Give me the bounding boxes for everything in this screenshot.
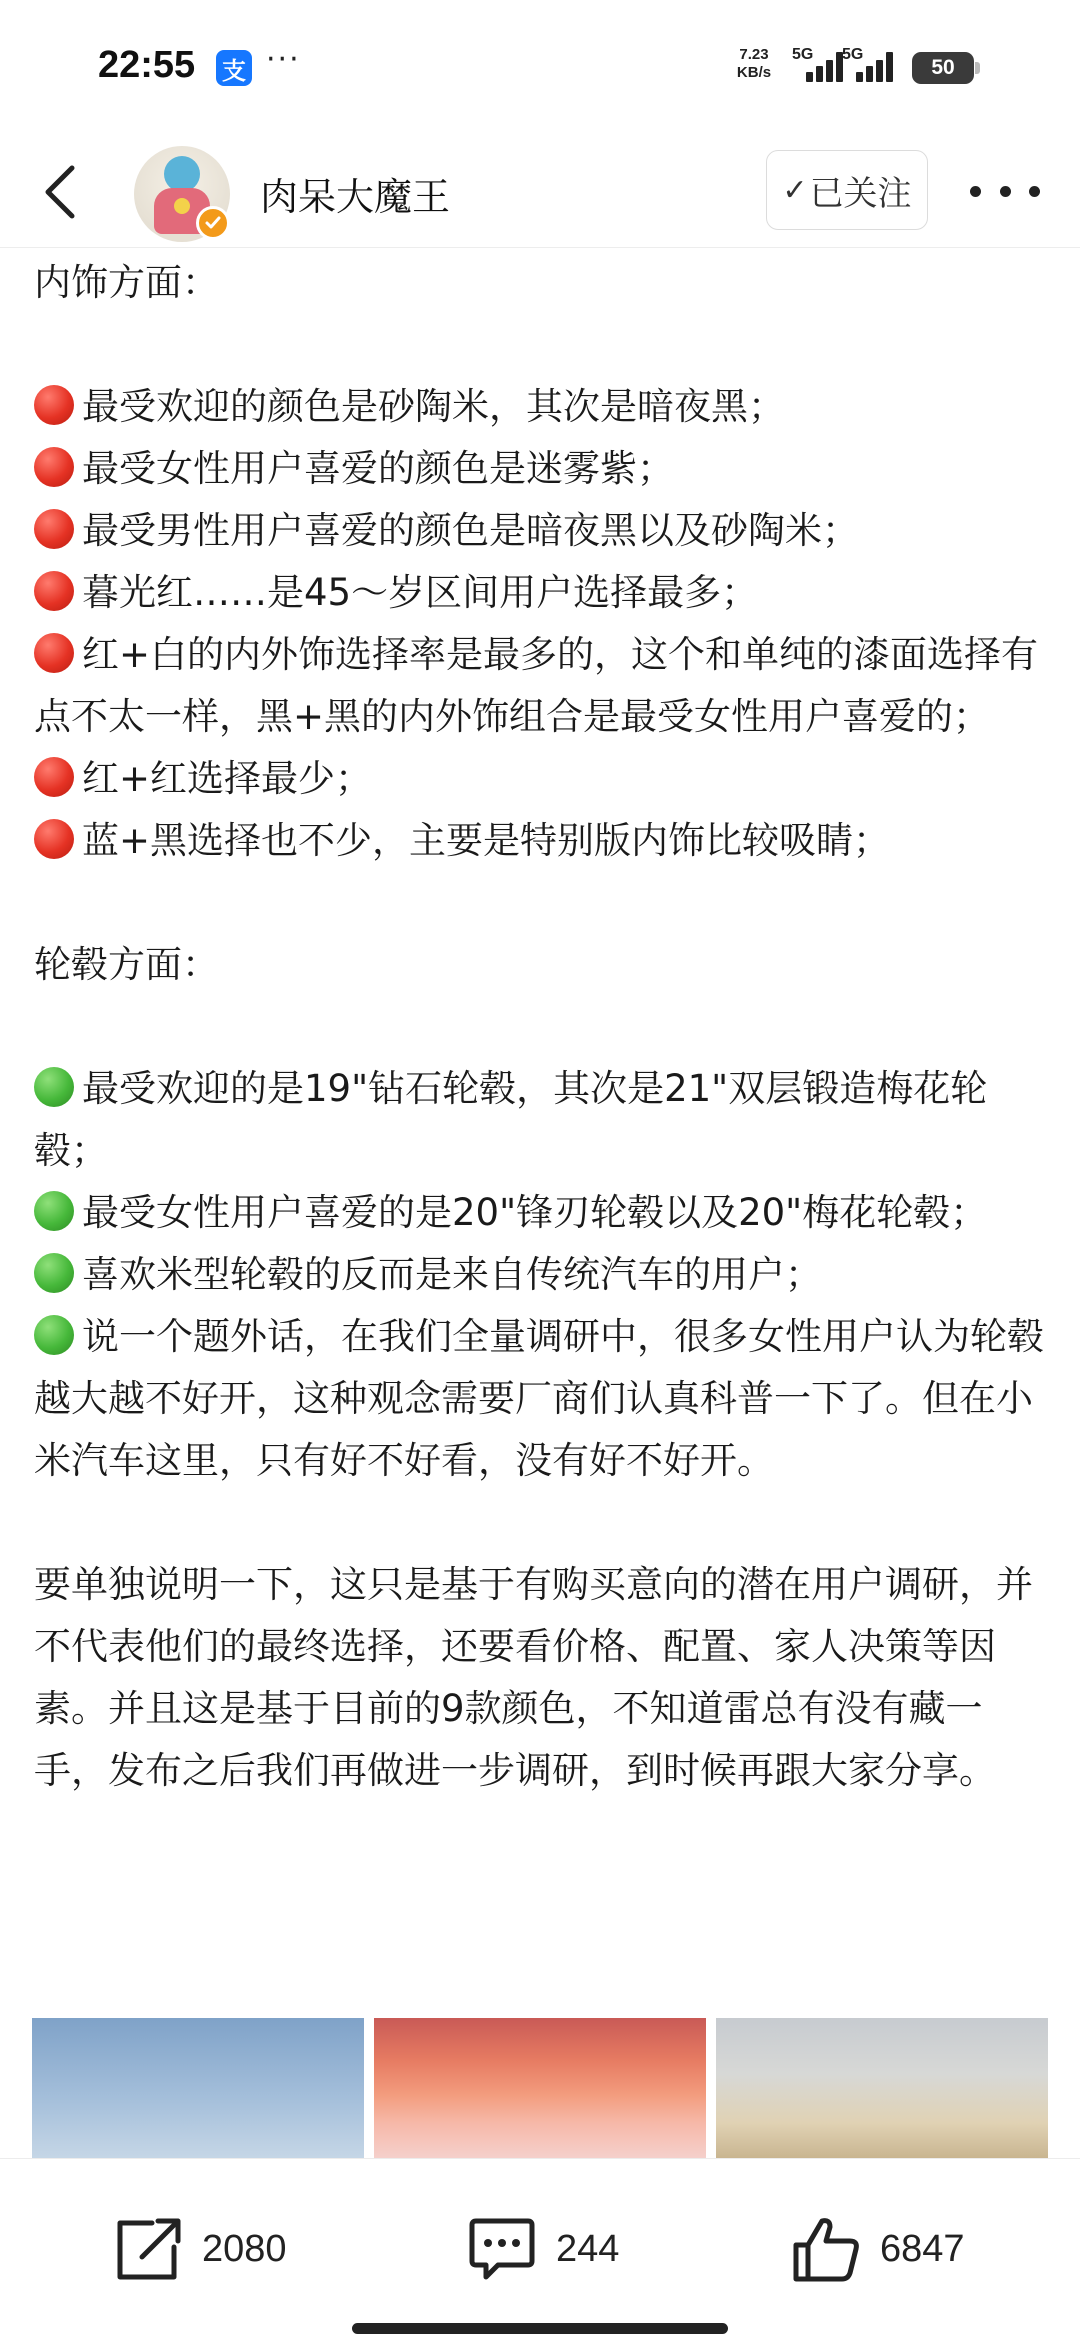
red-circle-icon [34,819,74,859]
post-image[interactable] [374,2018,706,2158]
list-item: 最受欢迎的是19"钻石轮毂，其次是21"双层锻造梅花轮毂； [34,1067,988,1172]
signal-2-label: 5G [842,46,864,63]
list-item: 喜欢米型轮毂的反而是来自传统汽车的用户； [34,1244,1050,1306]
red-circle-icon [34,571,74,611]
follow-button[interactable] [766,150,928,230]
wheel-heading: 轮毂方面： [34,943,219,986]
comment-count: 244 [556,2227,620,2270]
red-circle-icon [34,385,74,425]
red-circle-icon [34,447,74,487]
share-icon [112,2213,184,2285]
comment-icon [466,2213,538,2285]
share-button[interactable] [112,2209,287,2289]
signal-2-icon [842,46,908,86]
check-icon: ✓ [782,172,808,208]
net-speed-value: 7.23 [739,46,769,63]
username[interactable]: 肉呆大魔王 [260,175,451,219]
list-item: 最受男性用户喜爱的颜色是暗夜黑以及砂陶米； [34,500,1050,562]
red-circle-icon [34,757,74,797]
follow-label: 已关注 [809,173,912,214]
like-count: 6847 [880,2227,965,2270]
post-content [34,252,1050,1802]
alipay-icon: 支 [216,50,252,86]
red-circle-icon [34,633,74,673]
more-options-button[interactable] [970,166,1040,216]
status-time: 22:55 [98,44,196,86]
interior-heading: 内饰方面： [34,261,219,304]
thumbs-up-icon [790,2213,862,2285]
net-speed [730,46,778,82]
share-count: 2080 [202,2227,287,2270]
post-images [32,2018,1048,2158]
red-circle-icon [34,509,74,549]
home-indicator[interactable] [352,2323,728,2334]
battery-level: 50 [931,56,955,79]
action-bar [0,2158,1080,2347]
list-item: 暮光红……是45～岁区间用户选择最多； [34,562,1050,624]
closing-paragraph: 要单独说明一下，这只是基于有购买意向的潜在用户调研，并不代表他们的最终选择，还要看价格、配置、家人决策等因素。并且这是基于目前的9款颜色，不知道雷总有没有藏一手，发布之后我们再做进一步调研，到时候再跟大家分享。 [34,1563,1033,1792]
list-item: 最受欢迎的颜色是砂陶米，其次是暗夜黑； [34,376,1050,438]
list-item: 红+白的内外饰选择率是最多的，这个和单纯的漆面选择有点不太一样，黑+黑的内外饰组合是最受女性用户喜爱的； [34,633,1039,738]
status-bar [0,0,1080,140]
chevron-left-icon [40,164,80,220]
post-image[interactable] [716,2018,1048,2158]
green-circle-icon [34,1191,74,1231]
status-more-icon: ··· [266,42,301,77]
verified-badge-icon [196,206,230,240]
signal-1-label: 5G [792,46,814,63]
comment-button[interactable] [466,2209,619,2289]
post-image[interactable] [32,2018,364,2158]
profile-header [0,140,1080,248]
list-item: 最受女性用户喜爱的颜色是迷雾紫； [34,438,1050,500]
list-item: 说一个题外话，在我们全量调研中，很多女性用户认为轮毂越大越不好开，这种观念需要厂商们认真科普一下了。但在小米汽车这里，只有好不好看，没有好不好开。 [34,1315,1044,1482]
list-item: 蓝+黑选择也不少，主要是特别版内饰比较吸睛； [34,810,1050,872]
back-button[interactable] [30,160,90,224]
like-button[interactable] [790,2209,965,2289]
more-horizontal-icon [970,186,981,197]
list-item: 最受女性用户喜爱的是20"锋刃轮毂以及20"梅花轮毂； [34,1182,1050,1244]
green-circle-icon [34,1067,74,1107]
battery-icon [912,52,974,84]
list-item: 红+红选择最少； [34,748,1050,810]
green-circle-icon [34,1253,74,1293]
net-speed-unit: KB/s [736,64,772,81]
green-circle-icon [34,1315,74,1355]
